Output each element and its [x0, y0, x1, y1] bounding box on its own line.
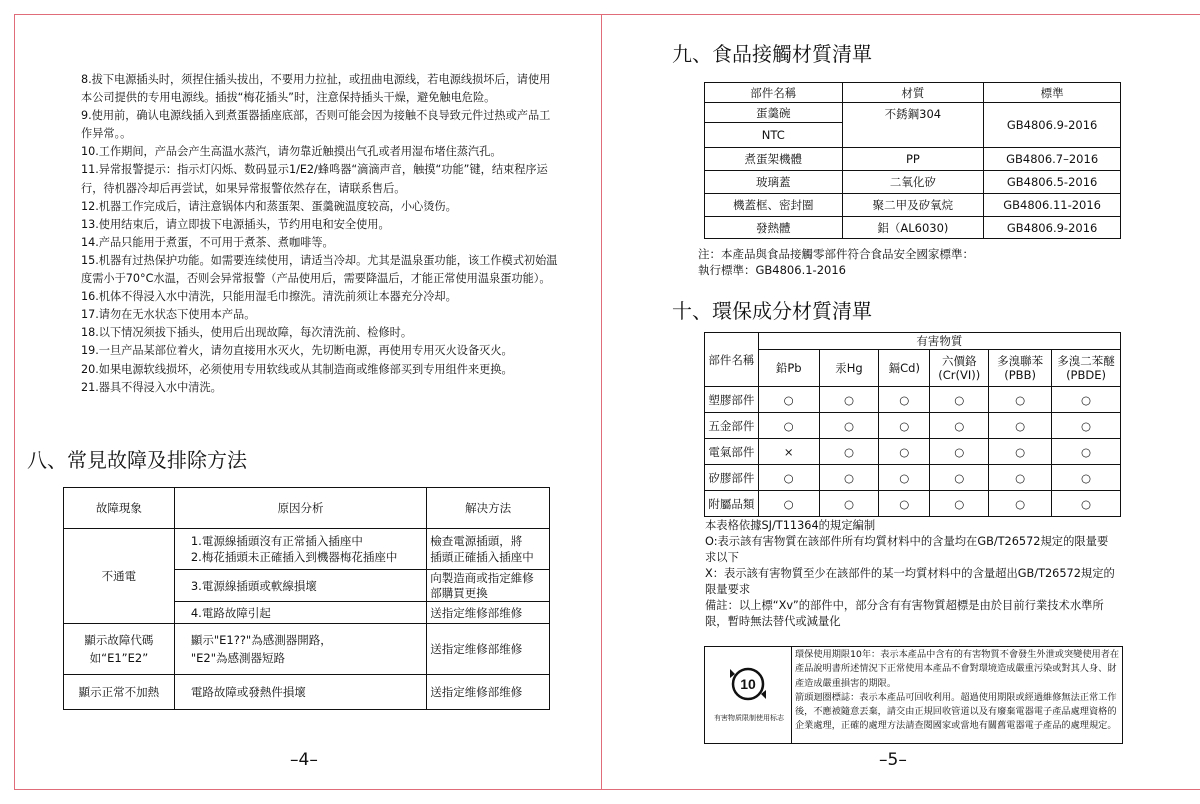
hz-mark: ○ [989, 439, 1052, 465]
header-material: 材質 [842, 83, 984, 103]
hz-col-cadmium: 鎘Cd) [879, 350, 930, 387]
food-contact-note-2: 執行標準：GB4806.1-2016 [698, 263, 846, 277]
standard-body: GB4806.7–2016 [984, 148, 1121, 171]
note-15: 15.机器有过热保护功能。如需要连续使用，请适当冷却。尤其是温泉蛋功能，该工作模式初始温度需小于70°C水温，否则会异常报警（产品使用后，需要降温后，才能正常使用温泉蛋功能）。 [81, 253, 558, 286]
hz-col-chromium: 六價鉻 (Cr(VI)) [930, 350, 989, 387]
hz-mark: ○ [819, 387, 879, 413]
eco-recycle-icon [705, 647, 791, 717]
hazard-note-x: X：表示該有害物質至少在該部件的某一均質材料中的含量超出GB/T26572規定的限量要求 [705, 567, 1115, 596]
eco-period-box [704, 646, 1123, 744]
note-18: 18.以下情况须拔下插头，使用后出现故障，每次清洗前、检修时。 [81, 326, 413, 340]
hz-mark: ○ [758, 491, 819, 517]
hz-col-lead: 鉛Pb [758, 350, 819, 387]
header-symptom: 故障現象 [64, 488, 175, 529]
hz-mark: ○ [930, 413, 989, 439]
note-19: 19.一旦产品某部位着火，请勿直接用水灭火，先切断电源，再使用专用灭火设备灭火。 [81, 344, 513, 358]
hz-mark: ○ [1052, 387, 1121, 413]
cause-cord: 3.電源線插頭或軟線損壞 [174, 570, 426, 602]
hz-mark: ○ [989, 413, 1052, 439]
header-fix: 解决方法 [427, 488, 550, 529]
hz-mark: ○ [819, 413, 879, 439]
hazard-note-standard: 本表格依據SJ/T11364的規定編制 [705, 519, 876, 532]
note-17: 17.请勿在无水状态下使用本产品。 [81, 308, 256, 322]
hz-mark: ○ [989, 465, 1052, 491]
hz-mark: ○ [1052, 465, 1121, 491]
hz-header-part: 部件名稱 [705, 333, 759, 387]
material-steel: 不銹鋼304 [842, 103, 984, 148]
hz-mark: ○ [879, 387, 930, 413]
hz-mark: ○ [879, 413, 930, 439]
hz-col-mercury: 汞Hg [819, 350, 879, 387]
standard-lid-frame: GB4806.11-2016 [984, 194, 1121, 217]
material-aluminium: 鋁（AL6030) [842, 217, 984, 239]
eco-text [795, 648, 1120, 734]
note-12: 12.机器工作完成后，请注意锅体内和蒸蛋架、蛋羹碗温度较高，小心烫伤。 [81, 199, 457, 213]
cause-heater: 電路故障或發熱件損壞 [174, 675, 426, 710]
hz-mark: ○ [930, 387, 989, 413]
hz-mark: ○ [1052, 413, 1121, 439]
eco-logo-caption: 有害物质限制使用标志 [714, 714, 784, 722]
food-contact-note-1: 注：本產品與食品接觸零部件符合食品安全國家標準： [698, 247, 974, 261]
hz-mark: ○ [819, 439, 879, 465]
section-10-title: 十、環保成分材質清單 [672, 299, 872, 323]
food-contact-note [698, 246, 974, 278]
hazard-notes [705, 518, 1118, 630]
eco-text-period: 環保使用期限10年：表示本產品中含有的有害物質不會發生外泄或突變使用者在產品說明書所述情況下正常使用本產品不會對環境造成嚴重污染或對其人身、財產造成嚴重損害的期限。 [795, 649, 1120, 689]
hz-row-electrical: 電氣部件 [705, 439, 759, 465]
page-number-right: –5– [879, 750, 907, 770]
fix-circuit: 送指定维修部维修 [427, 602, 550, 624]
hz-row-metal: 五金部件 [705, 413, 759, 439]
hz-mark: ○ [930, 491, 989, 517]
cause-circuit: 4.電路故障引起 [174, 602, 426, 624]
note-10: 10.工作期间，产品会产生高温水蒸汽，请勿靠近触摸出气孔或者用湿布堵住蒸汽孔。 [81, 145, 502, 159]
symptom-error-code: 顯示故障代碼 如“E1”E2” [64, 624, 175, 675]
section-8-title: 八、常見故障及排除方法 [27, 448, 247, 472]
fix-plug: 檢查電源插頭，將 插頭正確插入插座中 [427, 529, 550, 570]
hz-row-silicone: 矽膠部件 [705, 465, 759, 491]
note-20: 20.如果电源软线损坏，必须使用专用软线或从其制造商或维修部买到专用组件来更换。 [81, 362, 513, 376]
fix-cord: 向製造商或指定維修 部購買更換 [427, 570, 550, 602]
hz-mark: ○ [1052, 439, 1121, 465]
fix-heater: 送指定维修部维修 [427, 675, 550, 710]
hz-mark: ○ [930, 465, 989, 491]
eco-logo-number: 10 [740, 676, 756, 692]
hz-mark: ○ [930, 439, 989, 465]
note-13: 13.使用结束后，请立即拔下电源插头，节约用电和安全使用。 [81, 217, 390, 231]
standard-heater: GB4806.9-2016 [984, 217, 1121, 239]
hz-mark: ○ [989, 387, 1052, 413]
part-bowl: 蛋羹碗 [705, 103, 843, 123]
section-9-title: 九、食品接觸材質清單 [672, 42, 872, 66]
header-part: 部件名稱 [705, 83, 843, 103]
hazard-note-remark: 備註：以上標“Xv”的部件中，部分含有有害物質超標是由於目前行業技术水準所限，暫時無法替代或減量化 [705, 599, 1104, 628]
note-21: 21.器具不得浸入水中清洗。 [81, 380, 222, 394]
eco-text-recycle: 箭頭迴圈標誌：表示本產品可回收利用。超過使用期限或經過維修無法正常工作後，不應被隨意丟棄，請交由正規回收管道以及有廢棄電器電子產品處理資格的企業處理，正確的處理方法請查閱國家或當地有關舊電器電子產品的處理規定。 [795, 691, 1117, 732]
hz-mark: ○ [879, 439, 930, 465]
hazardous-substance-table [704, 332, 1121, 517]
hz-col-pbde: 多溴二苯醚 (PBDE) [1052, 350, 1121, 387]
part-ntc: NTC [705, 123, 843, 148]
hz-mark: × [758, 439, 819, 465]
hz-mark: ○ [758, 387, 819, 413]
hz-mark: ○ [879, 465, 930, 491]
cause-plug: 1.電源線插頭沒有正常插入插座中 2.梅花插頭未正確插入到機器梅花插座中 [174, 529, 426, 570]
fix-sensor: 送指定维修部维修 [427, 624, 550, 675]
note-11: 11.异常报警提示：指示灯闪烁、数码显示1/E2/蜂鸣器“滴滴声音，触摸“功能”键，结束程序运行，待机器冷却后再尝试，如果异常报警依然存在，请联系售后。 [81, 163, 548, 195]
symptom-no-heat: 顯示正常不加熱 [64, 675, 175, 710]
hz-mark: ○ [758, 465, 819, 491]
symptom-no-power: 不通電 [64, 529, 175, 624]
note-14: 14.产品只能用于煮蛋，不可用于煮茶、煮咖啡等。 [81, 235, 334, 249]
hz-row-accessories: 附屬品類 [705, 491, 759, 517]
header-standard: 標準 [984, 83, 1121, 103]
food-contact-table [704, 82, 1121, 239]
part-heater: 發熱體 [705, 217, 843, 239]
note-16: 16.机体不得浸入水中清洗，只能用湿毛巾擦洗。清洗前须让本器充分冷却。 [81, 290, 457, 304]
hz-mark: ○ [758, 413, 819, 439]
hz-row-plastic: 塑膠部件 [705, 387, 759, 413]
hazard-note-o: O:表示該有害物質在該部件所有均質材料中的含量均在GB/T26572規定的限量要求以下 [705, 535, 1109, 564]
header-cause: 原因分析 [174, 488, 426, 529]
eco-logo-cell [705, 647, 792, 743]
hz-header-group: 有害物質 [758, 333, 1120, 350]
part-body: 煮蛋架機體 [705, 148, 843, 171]
page-number-left: –4– [290, 750, 318, 770]
part-lid-frame: 機蓋框、密封圈 [705, 194, 843, 217]
note-8: 8.拔下电源插头时，须捏住插头拔出，不要用力拉扯，或扭曲电源线，若电源线损坏后，请使用本公司提供的专用电源线。插拔“梅花插头”时，注意保持插头干燥，避免触电危险。 [81, 73, 551, 105]
material-silica: 二氧化矽 [842, 171, 984, 194]
standard-bowl: GB4806.9-2016 [984, 103, 1121, 148]
hz-mark: ○ [879, 491, 930, 517]
part-glass-lid: 玻璃蓋 [705, 171, 843, 194]
hz-mark: ○ [819, 465, 879, 491]
hz-mark: ○ [819, 491, 879, 517]
hz-mark: ○ [989, 491, 1052, 517]
note-9: 9.使用前，确认电源线插入到煮蛋器插座底部，否则可能会因为接触不良导致元件过热或产品工作异常。。 [81, 109, 551, 141]
hz-col-pbb: 多溴聯苯 (PBB) [989, 350, 1052, 387]
hz-mark: ○ [1052, 491, 1121, 517]
cause-sensor: 顯示"E1??"為感測器開路， "E2"為感測器短路 [174, 624, 426, 675]
material-pp: PP [842, 148, 984, 171]
standard-glass-lid: GB4806.5-2016 [984, 171, 1121, 194]
material-silicone: 聚二甲及矽氧烷 [842, 194, 984, 217]
